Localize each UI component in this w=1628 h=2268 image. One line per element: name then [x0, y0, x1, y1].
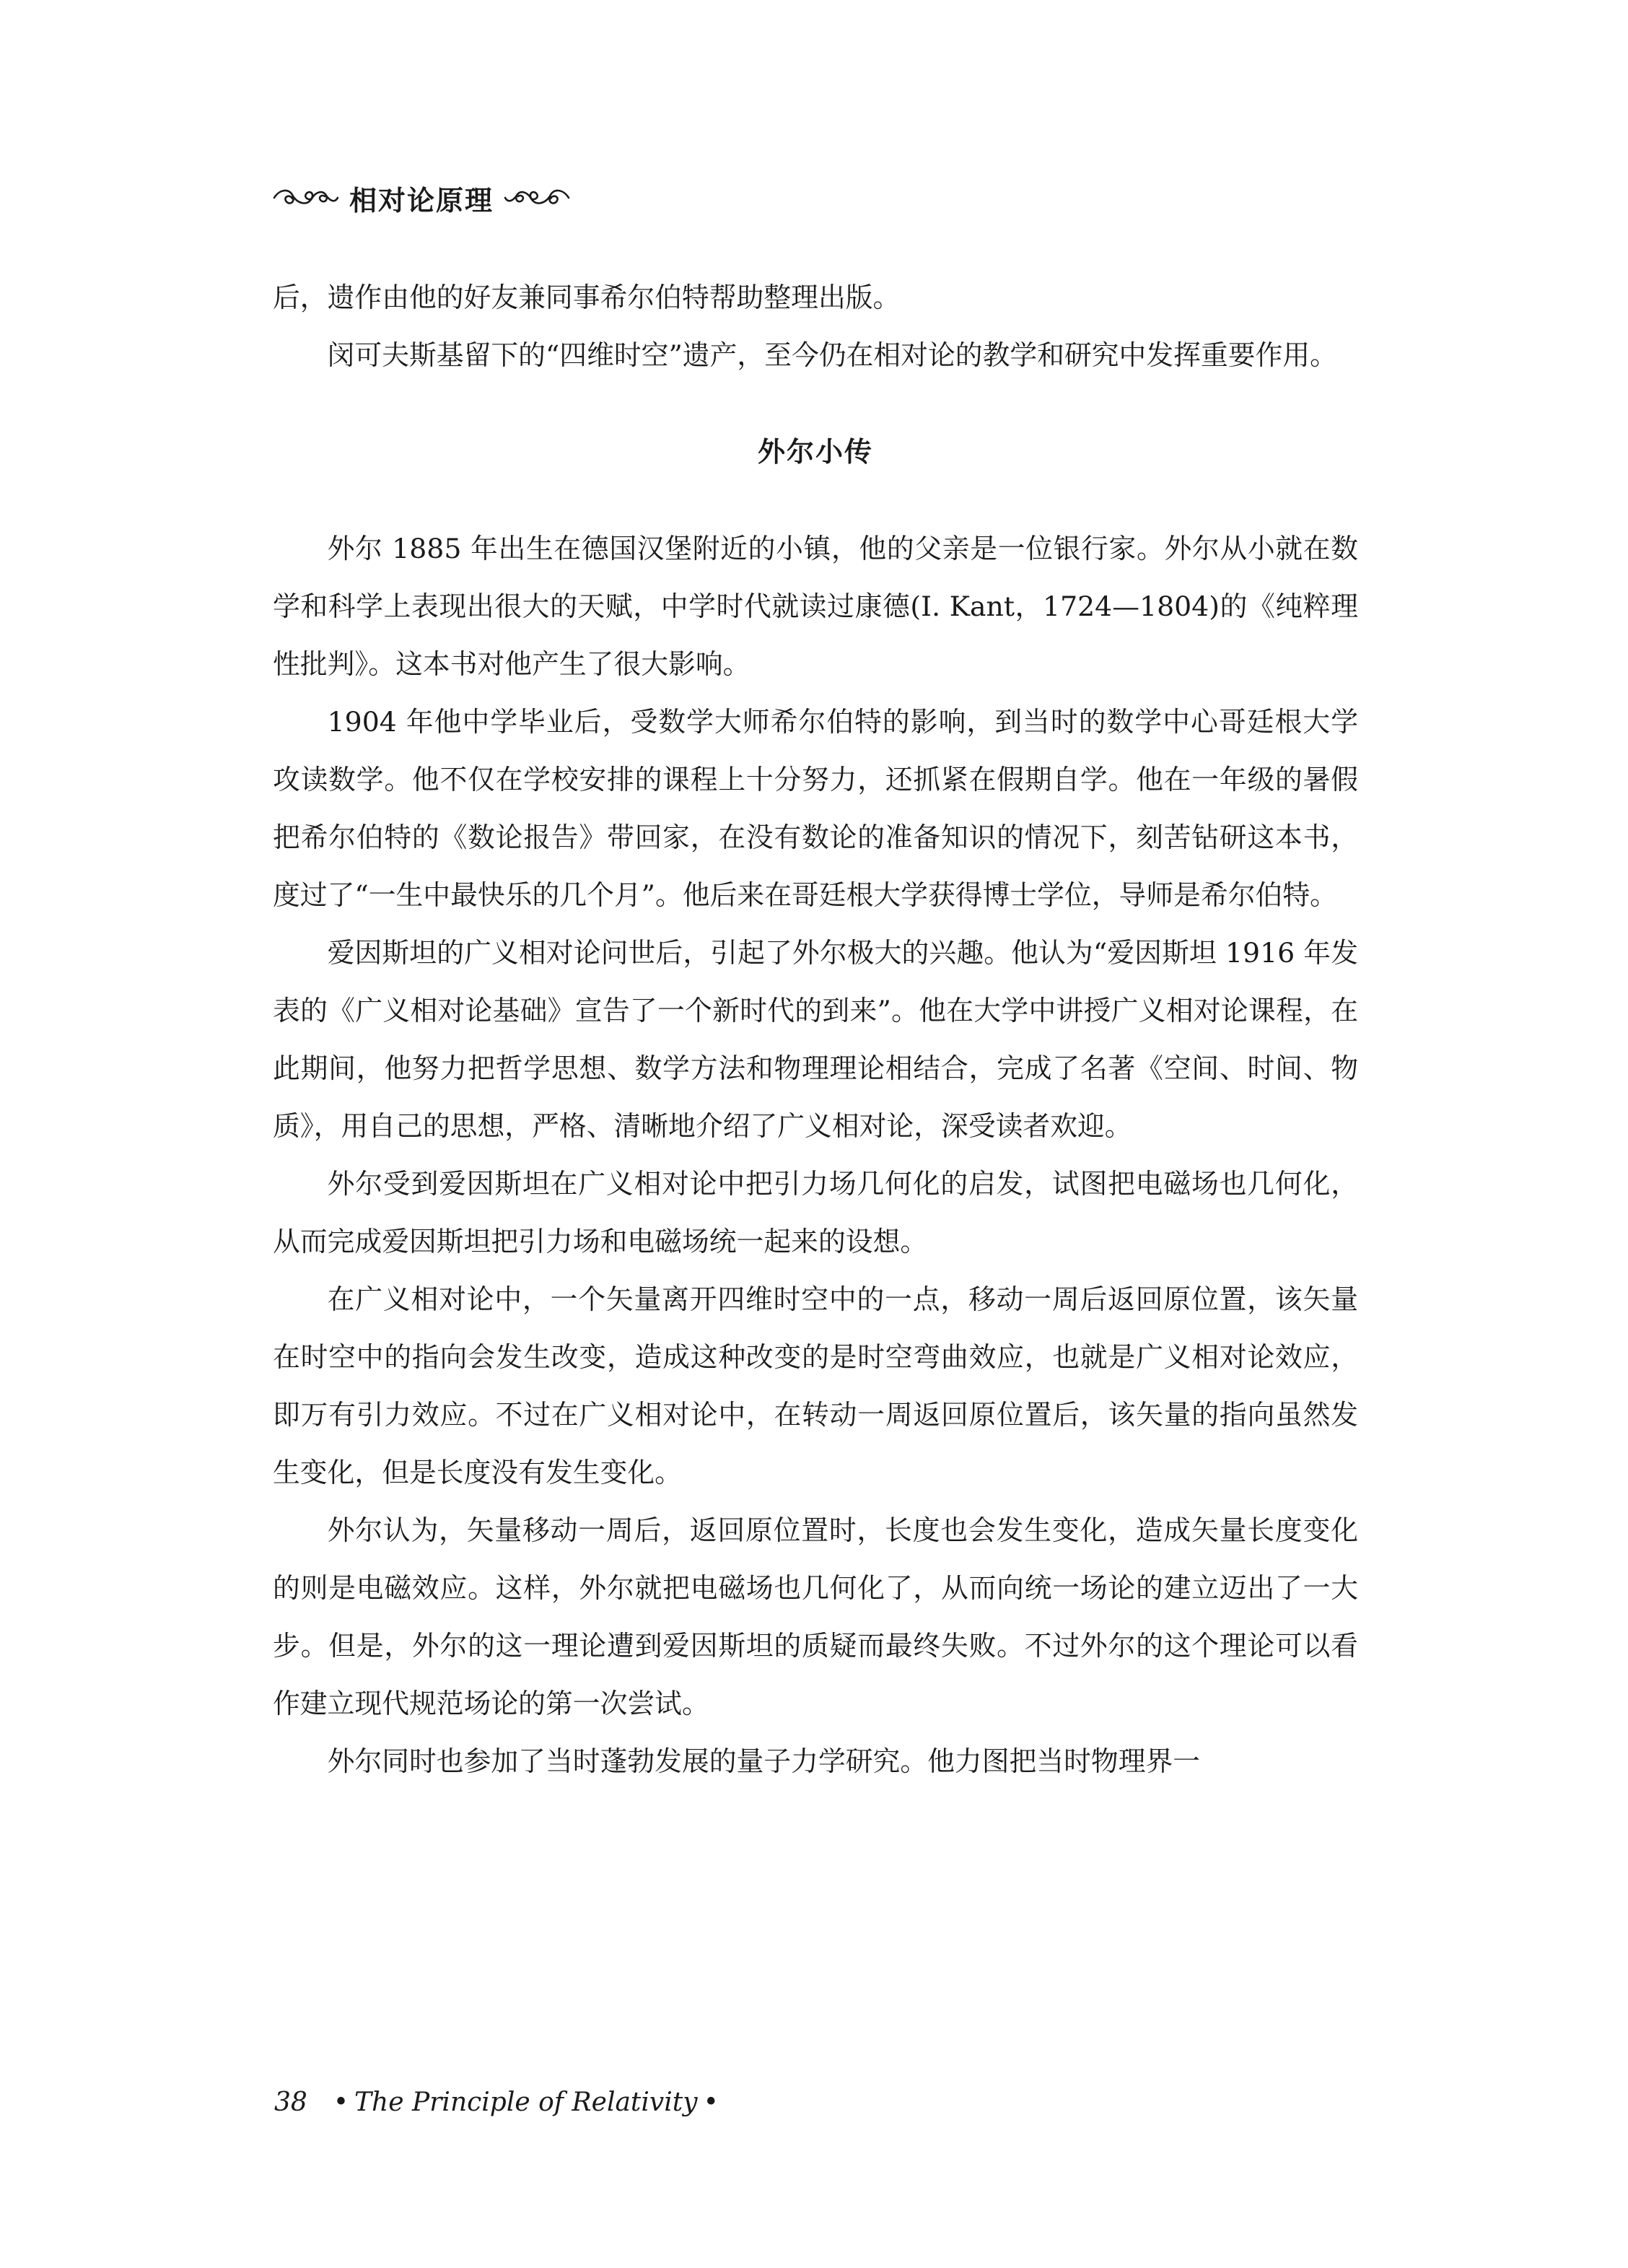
- page-body: [273, 269, 1358, 1790]
- paragraph: 外尔受到爱因斯坦在广义相对论中把引力场几何化的启发，试图把电磁场也几何化，从而完成爱因斯坦把引力场和电磁场统一起来的设想。: [273, 1168, 1358, 1257]
- running-header-title: 相对论原理: [349, 184, 494, 217]
- section-heading: 外尔小传: [757, 436, 873, 468]
- paragraph: 1904 年他中学毕业后，受数学大师希尔伯特的影响，到当时的数学中心哥廷根大学攻读数学。他不仅在学校安排的课程上十分努力，还抓紧在假期自学。他在一年级的暑假把希尔伯特的《数论报告》带回家，在没有数论的准备知识的情况下，刻苦钻研这本书，度过了“一生中最快乐的几个月”。他后来在哥廷根大学获得博士学位，导师是希尔伯特。: [273, 706, 1358, 911]
- footer-bullet-left: •: [333, 2087, 349, 2117]
- paragraph: 闵可夫斯基留下的“四维时空”遗产，至今仍在相对论的教学和研究中发挥重要作用。: [327, 339, 1337, 371]
- footer-bullet-right: •: [703, 2087, 719, 2117]
- paragraph: 外尔认为，矢量移动一周后，返回原位置时，长度也会发生变化，造成矢量长度变化的则是电磁效应。这样，外尔就把电磁场也几何化了，从而向统一场论的建立迈出了一大步。但是，外尔的这一理论遭到爱因斯坦的质疑而最终失败。不过外尔的这个理论可以看作建立现代规范场论的第一次尝试。: [273, 1514, 1358, 1719]
- swirl-ornament-left-icon: [273, 186, 339, 210]
- page-footer: [274, 2080, 725, 2124]
- footer-book-title: The Principle of Relativity: [354, 2087, 698, 2117]
- page-number: 38: [274, 2087, 307, 2117]
- paragraph: 在广义相对论中，一个矢量离开四维时空中的一点，移动一周后返回原位置，该矢量在时空中的指向会发生改变，造成这种改变的是时空弯曲效应，也就是广义相对论效应，即万有引力效应。不过在广义相对论中，在转动一周返回原位置后，该矢量的指向虽然发生变化，但是长度没有发生变化。: [273, 1283, 1358, 1488]
- paragraph: 外尔同时也参加了当时蓬勃发展的量子力学研究。他力图把当时物理界一: [327, 1745, 1201, 1777]
- paragraph: 外尔 1885 年出生在德国汉堡附近的小镇，他的父亲是一位银行家。外尔从小就在数学和科学上表现出很大的天赋，中学时代就读过康德(I. Kant，1724—1804)的《纯粹理性批判》。这本书对他产生了很大影响。: [273, 533, 1358, 680]
- running-header: [273, 178, 570, 218]
- paragraph: 后，遗作由他的好友兼同事希尔伯特帮助整理出版。: [273, 282, 901, 313]
- paragraph: 爱因斯坦的广义相对论问世后，引起了外尔极大的兴趣。他认为“爱因斯坦 1916 年发表的《广义相对论基础》宣告了一个新时代的到来”。他在大学中讲授广义相对论课程，在此期间，他努力把哲学思想、数学方法和物理理论相结合，完成了名著《空间、时间、物质》，用自己的思想，严格、清晰地介绍了广义相对论，深受读者欢迎。: [273, 937, 1358, 1142]
- swirl-ornament-right-icon: [504, 186, 570, 210]
